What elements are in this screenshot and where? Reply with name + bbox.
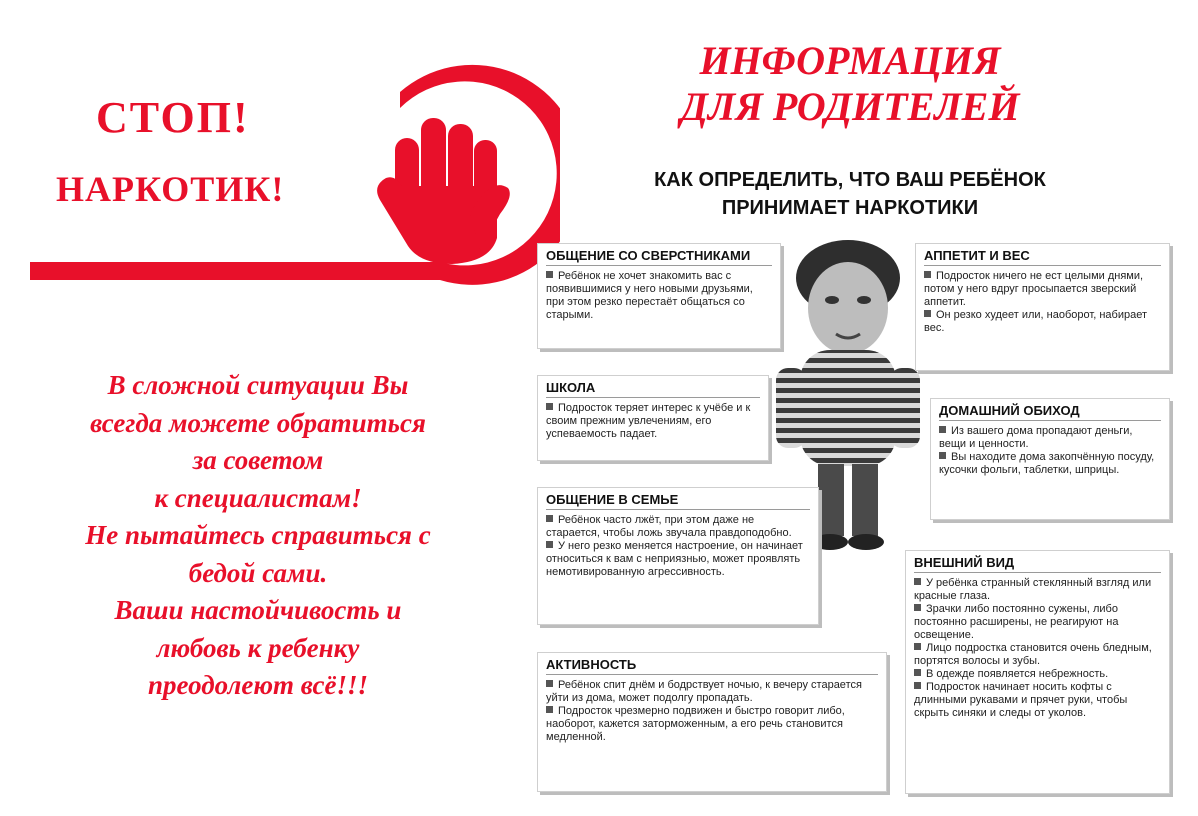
card-item-text: Из вашего дома пропадают деньги, вещи и ценности. (939, 425, 1133, 450)
card-item-text: Ребёнок спит днём и бодрствует ночью, к вечеру старается уйти из дома, может подолгу пропадать. (546, 679, 862, 704)
card-school (537, 375, 769, 461)
card-item (546, 705, 878, 744)
card-peers (537, 243, 781, 349)
advice-line: бедой сами. (188, 557, 328, 588)
card-title: АППЕТИТ И ВЕС (924, 248, 1161, 266)
card-item (924, 309, 1161, 335)
info-title-line-1: ИНФОРМАЦИЯ (699, 38, 1001, 83)
square-bullet-icon (939, 452, 946, 459)
advice-line: к специалистам! (154, 482, 362, 513)
card-title: ШКОЛА (546, 380, 760, 398)
square-bullet-icon (914, 643, 921, 650)
square-bullet-icon (546, 541, 553, 548)
stop-hand-logo (0, 0, 560, 320)
card-item (914, 668, 1161, 681)
advice-line: всегда можете обратиться (90, 407, 426, 438)
card-item-text: Подросток начинает носить кофты с длинными рукавами и прячет руки, чтобы скрыть синяки и следы от уколов. (914, 681, 1128, 719)
card-home (930, 398, 1170, 520)
card-family (537, 487, 819, 625)
square-bullet-icon (939, 426, 946, 433)
advice-line: любовь к ребенку (156, 632, 360, 663)
card-item-text: Ребёнок часто лжёт, при этом даже не старается, чтобы ложь звучала правдоподобно. (546, 514, 792, 539)
card-title: ОБЩЕНИЕ СО СВЕРСТНИКАМИ (546, 248, 772, 266)
card-item (546, 270, 772, 322)
square-bullet-icon (546, 271, 553, 278)
infographic-heading-line-1: КАК ОПРЕДЕЛИТЬ, ЧТО ВАШ РЕБЁНОК (654, 169, 1046, 191)
card-title: ВНЕШНИЙ ВИД (914, 555, 1161, 573)
card-item-text: Зрачки либо постоянно сужены, либо постоянно расширены, не реагируют на освещение. (914, 603, 1119, 641)
square-bullet-icon (914, 578, 921, 585)
square-bullet-icon (546, 515, 553, 522)
card-activity (537, 652, 887, 792)
card-item (924, 270, 1161, 309)
square-bullet-icon (914, 669, 921, 676)
stop-subtitle: НАРКОТИК! (56, 169, 285, 209)
card-item-text: Вы находите дома закопчённую посуду, кусочки фольги, таблетки, шприцы. (939, 451, 1155, 476)
stop-hand-icon (377, 118, 510, 264)
card-item (546, 514, 810, 540)
card-item-text: Подросток теряет интерес к учёбе и к своим прежним увлечениям, его успеваемость падает. (546, 402, 751, 440)
square-bullet-icon (546, 403, 553, 410)
infographic-heading (600, 166, 1100, 222)
card-appetite (915, 243, 1170, 371)
advice-line: Ваши настойчивость и (114, 595, 402, 625)
card-item (939, 451, 1161, 477)
card-item-text: Ребёнок не хочет знакомить вас с появившимися у него новыми друзьями, при этом резко перестаёт общаться со старыми. (546, 270, 753, 321)
advice-line: преодолеют всё!!! (147, 670, 368, 700)
card-item (914, 603, 1161, 642)
square-bullet-icon (914, 682, 921, 689)
card-item (939, 425, 1161, 451)
square-bullet-icon (546, 706, 553, 713)
square-bullet-icon (924, 310, 931, 317)
card-item (914, 681, 1161, 720)
card-item-text: Он резко худеет или, наоборот, набирает вес. (924, 309, 1147, 334)
info-title (620, 38, 1080, 130)
card-item-text: Подросток чрезмерно подвижен и быстро говорит либо, наоборот, кажется заторможенным, а его речь становится медленной. (546, 705, 845, 743)
card-title: ДОМАШНИЙ ОБИХОД (939, 403, 1161, 421)
advice-line: Не пытайтесь справиться с (85, 520, 431, 550)
card-item-text: Подросток ничего не ест целыми днями, потом у него вдруг просыпается зверский аппетит. (924, 270, 1144, 308)
card-item-text: Лицо подростка становится очень бледным, портятся волосы и зубы. (914, 642, 1152, 667)
card-item-text: У него резко меняется настроение, он начинает относиться к вам с неприязнью, может проявлять немотивированную агрессивность. (546, 540, 803, 578)
card-item (546, 540, 810, 579)
advice-text (18, 367, 498, 705)
info-title-line-2: ДЛЯ РОДИТЕЛЕЙ (680, 84, 1020, 129)
square-bullet-icon (924, 271, 931, 278)
card-item-text: В одежде появляется небрежность. (926, 668, 1109, 680)
card-title: АКТИВНОСТЬ (546, 657, 878, 675)
advice-line: за советом (192, 445, 324, 475)
card-title: ОБЩЕНИЕ В СЕМЬЕ (546, 492, 810, 510)
card-item (546, 679, 878, 705)
infographic-heading-line-2: ПРИНИМАЕТ НАРКОТИКИ (721, 197, 979, 219)
advice-line: В сложной ситуации Вы (107, 370, 409, 400)
card-item (914, 642, 1161, 668)
square-bullet-icon (914, 604, 921, 611)
square-bullet-icon (546, 680, 553, 687)
stop-title: СТОП! (96, 93, 250, 142)
card-item (546, 402, 760, 441)
card-item (914, 577, 1161, 603)
card-appearance (905, 550, 1170, 794)
card-item-text: У ребёнка странный стеклянный взгляд или красные глаза. (914, 577, 1152, 602)
